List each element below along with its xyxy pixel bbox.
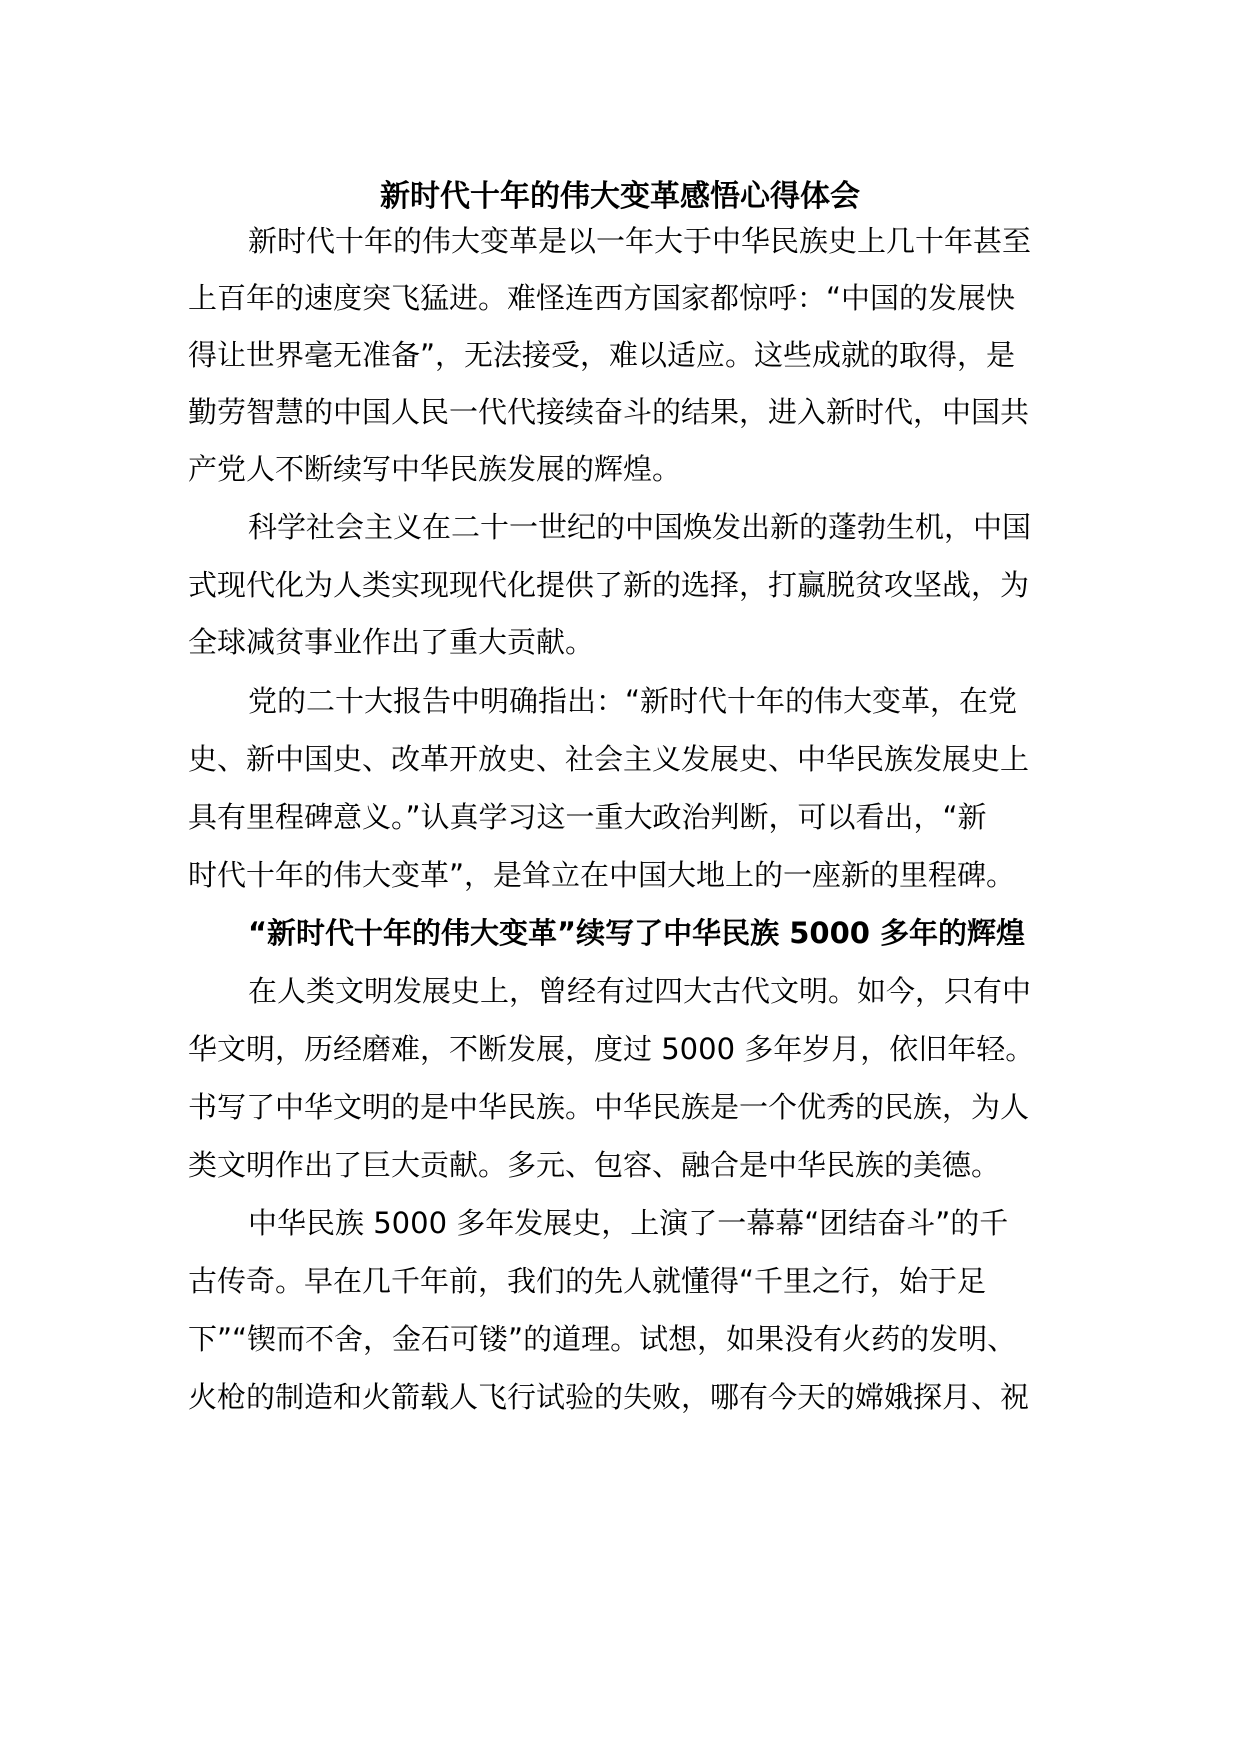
paragraph-1-line-4: 勤劳智慧的中国人民一代代接续奋斗的结果，进入新时代，中国共 [188,395,1030,429]
paragraph-1-line-5: 产党人不断续写中华民族发展的辉煌。 [188,452,682,486]
paragraph-3-line-1: 党的二十大报告中明确指出：“新时代十年的伟大变革，在党 [248,684,1018,718]
paragraph-1-line-3: 得让世界毫无准备”，无法接受，难以适应。这些成就的取得，是 [188,338,1016,372]
paragraph-4-line-2: 华文明，历经磨难，不断发展，度过 5000 多年岁月，依旧年轻。 [188,1032,1035,1066]
document-title: 新时代十年的伟大变革感悟心得体会 [380,179,860,214]
paragraph-4-line-1: 在人类文明发展史上，曾经有过四大古代文明。如今，只有中 [248,974,1032,1008]
paragraph-3-line-2: 史、新中国史、改革开放史、社会主义发展史、中华民族发展史上 [188,742,1030,776]
paragraph-4-line-4: 类文明作出了巨大贡献。多元、包容、融合是中华民族的美德。 [188,1148,1001,1182]
paragraph-4-line-3: 书写了中华文明的是中华民族。中华民族是一个优秀的民族，为人 [188,1090,1030,1124]
paragraph-5-line-2: 古传奇。早在几千年前，我们的先人就懂得“千里之行，始于足 [188,1264,987,1298]
paragraph-1-line-2: 上百年的速度突飞猛进。难怪连西方国家都惊呼：“中国的发展快 [188,281,1016,315]
paragraph-5-line-3: 下”“锲而不舍，金石可镂”的道理。试想，如果没有火药的发明、 [188,1322,1017,1356]
paragraph-1-line-1: 新时代十年的伟大变革是以一年大于中华民族史上几十年甚至 [248,224,1032,258]
section-subheading: “新时代十年的伟大变革”续写了中华民族 5000 多年的辉煌 [248,916,1026,950]
paragraph-5-line-1: 中华民族 5000 多年发展史，上演了一幕幕“团结奋斗”的千 [248,1206,1009,1240]
paragraph-2-line-1: 科学社会主义在二十一世纪的中国焕发出新的蓬勃生机，中国 [248,510,1032,544]
paragraph-3-line-4: 时代十年的伟大变革”，是耸立在中国大地上的一座新的里程碑。 [188,858,1016,892]
paragraph-3-line-3: 具有里程碑意义。”认真学习这一重大政治判断，可以看出，“新 [188,800,987,834]
paragraph-5-line-4: 火枪的制造和火箭载人飞行试验的失败，哪有今天的嫦娥探月、祝 [188,1380,1030,1414]
paragraph-2-line-3: 全球减贫事业作出了重大贡献。 [188,625,595,659]
paragraph-2-line-2: 式现代化为人类实现现代化提供了新的选择，打赢脱贫攻坚战，为 [188,568,1030,602]
